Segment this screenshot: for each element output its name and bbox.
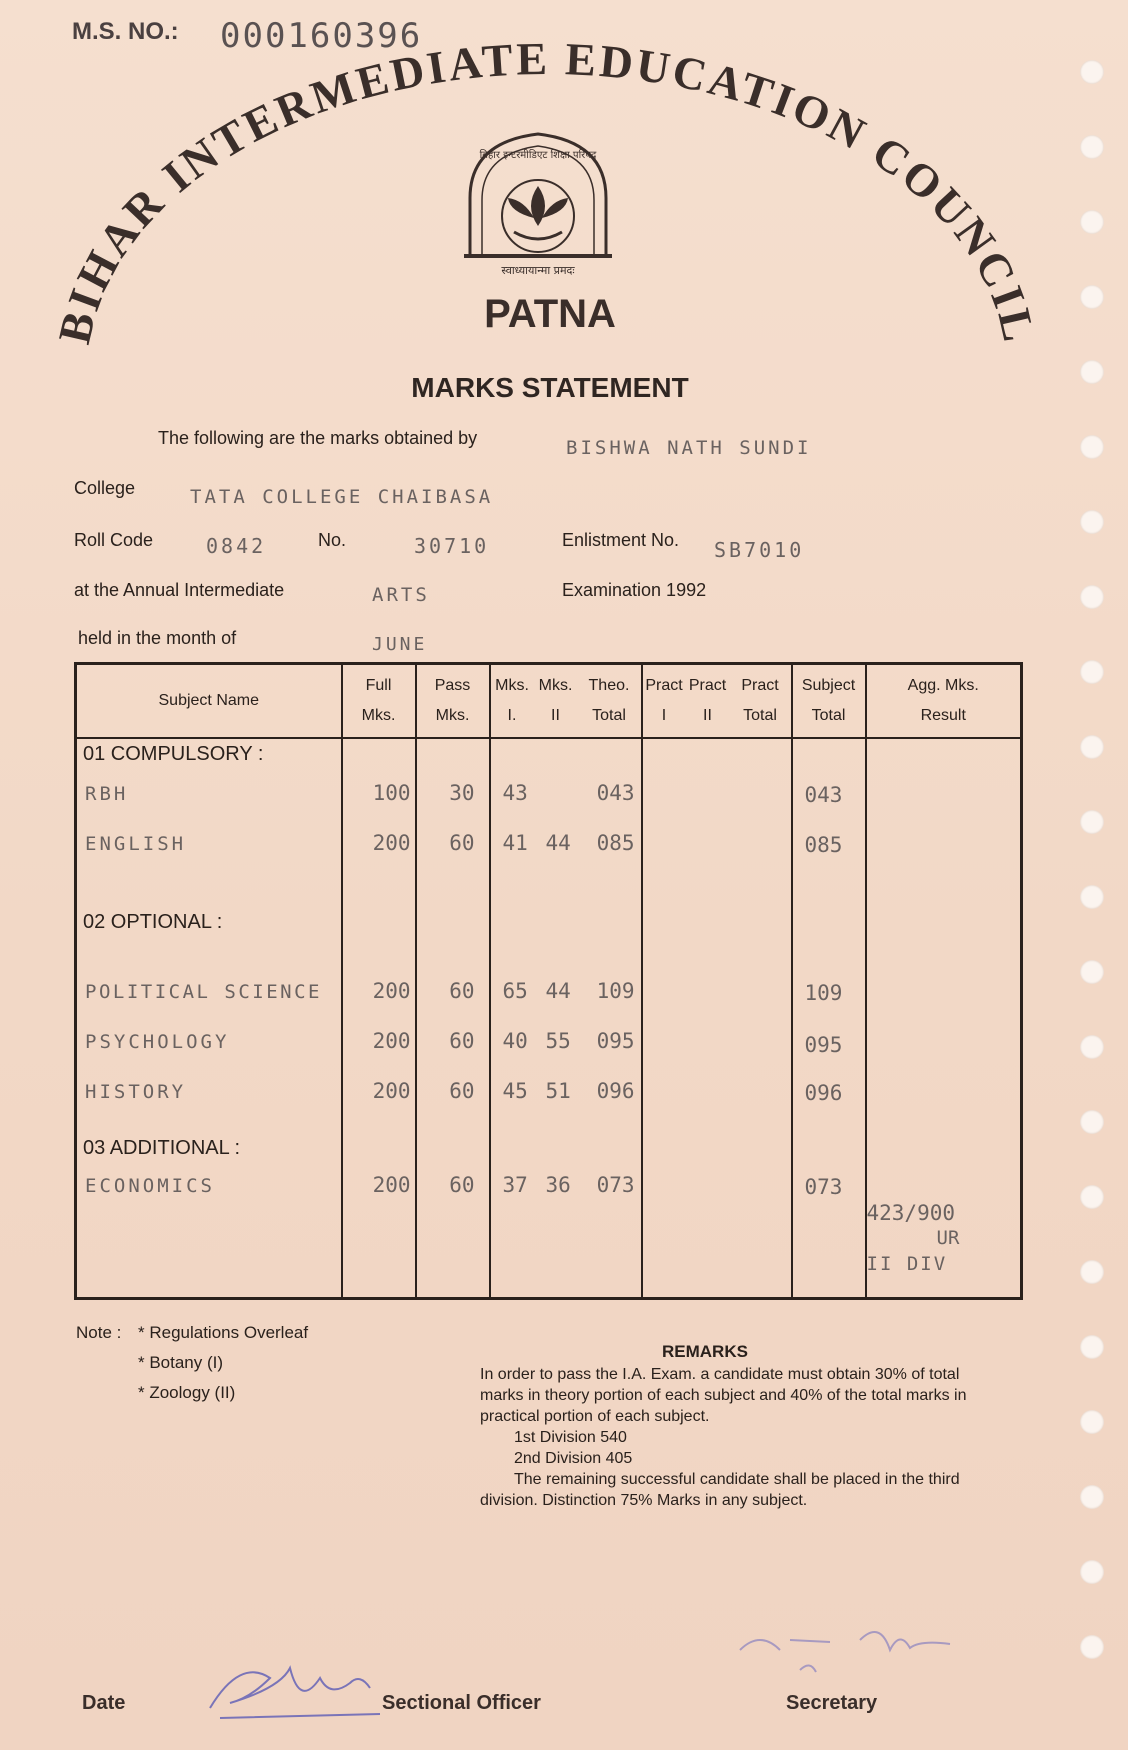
subject-history: HISTORY [85,1081,187,1103]
council-seal-icon [464,134,612,277]
theory-total-value: 109 [596,979,635,1003]
document-title: MARKS STATEMENT [411,372,689,403]
subject-total-column [792,738,866,1298]
header-subject-total: Subject Total [792,664,866,739]
aggregate-result-column [866,738,1022,1298]
subject-name-column [76,738,342,1298]
intro-label: The following are the marks obtained by [158,428,478,448]
pass-marks-value: 60 [449,1173,475,1197]
marks-1-value: 65 [502,979,528,1003]
city-name: PATNA [484,292,616,336]
date-label: Date [82,1692,126,1714]
remarks-third-division: The remaining successful candidate shall be placed in the third division. Distinction 75% Marks in any subject. [480,1471,960,1509]
theory-total-value: 043 [596,781,635,805]
pass-marks-value: 60 [449,1079,475,1103]
subject-total-value: 109 [804,981,843,1005]
header-practical-2: Pract II [686,664,730,739]
note-item: * Botany (I) [138,1353,224,1372]
full-marks-value: 200 [372,979,411,1003]
roll-no-label: No. [318,530,347,550]
marks-2-value: 36 [545,1173,571,1197]
college-value: TATA COLLEGE CHAIBASA [190,486,494,508]
sectional-officer-label: Sectional Officer [382,1692,541,1714]
header-full-marks: Full Mks. [342,664,416,739]
header-marks-2: Mks. II [534,664,578,739]
section-compulsory: 01 COMPULSORY : [83,743,264,765]
theory-total-value: 085 [596,831,635,855]
full-marks-column [342,738,416,1298]
marks-table [74,662,1023,1300]
full-marks-value: 200 [372,1029,411,1053]
month-value: JUNE [372,634,428,655]
aggregate-marks: 423/900 [866,1201,956,1225]
theory-total-column [578,738,642,1298]
full-marks-value: 200 [372,1079,411,1103]
subject-total-value: 043 [804,783,843,807]
subject-english: ENGLISH [85,833,187,855]
stream-value: ARTS [372,584,430,606]
subject-psychology: PSYCHOLOGY [85,1031,230,1053]
seal-text: बिहार इन्टरमीडिएट शिक्षा परिषद [479,150,597,161]
subject-total-value: 073 [804,1175,843,1199]
table-header-row [76,664,1022,739]
remarks-second-division: 2nd Division 405 [514,1450,633,1467]
subject-total-value: 096 [804,1081,843,1105]
note-item: * Regulations Overleaf [138,1323,309,1342]
division-result: II DIV [866,1253,948,1275]
subject-rbh: RBH [85,783,129,805]
pass-marks-value: 30 [449,781,475,805]
college-label: College [74,478,136,498]
seal-motto: स्वाध्यायान्मा प्रमदः [501,264,575,277]
full-marks-value: 100 [372,781,411,805]
theory-total-value: 073 [596,1173,635,1197]
note-label: Note : [76,1323,122,1342]
theory-total-value: 096 [596,1079,635,1103]
council-name: BIHAR INTERMEDIATE EDUCATION COUNCIL [48,32,1046,349]
table-body-row [76,738,1022,1298]
exam-label: Examination 1992 [562,580,707,600]
header-theory-total: Theo. Total [578,664,642,739]
section-optional: 02 OPTIONAL : [83,911,223,933]
full-marks-value: 200 [372,1173,411,1197]
header-aggregate-result: Agg. Mks. Result [866,664,1022,739]
practical-1-column [642,738,686,1298]
subject-total-value: 095 [804,1033,843,1057]
marks-1-column [490,738,534,1298]
subject-economics: ECONOMICS [85,1175,215,1197]
marks-2-column [534,738,578,1298]
marks-1-value: 40 [502,1029,528,1053]
subject-political-science: POLITICAL SCIENCE [85,981,322,1003]
marks-1-value: 37 [502,1173,528,1197]
pass-marks-value: 60 [449,979,475,1003]
header-pass-marks: Pass Mks. [416,664,490,739]
theory-total-value: 095 [596,1029,635,1053]
enlistment-value: SB7010 [714,538,805,562]
secretary-label: Secretary [786,1692,878,1714]
roll-code-label: Roll Code [74,530,154,550]
header-subject-name: Subject Name [76,664,342,739]
ms-no-value: 000160396 [220,16,423,56]
marks-2-value: 44 [545,831,571,855]
ms-no-label: M.S. NO.: [72,18,179,45]
header-practical-1: Pract I [642,664,686,739]
remarks-pass-rule: In order to pass the I.A. Exam. a candidate must obtain 30% of total marks in theory portion of each subject and 40% of the total marks in practical portion of each subject. [480,1366,967,1425]
result-code: UR [936,1227,960,1249]
marks-2-value: 44 [545,979,571,1003]
month-label: held in the month of [78,628,237,648]
pass-marks-value: 60 [449,831,475,855]
marks-1-value: 41 [502,831,528,855]
practical-2-column [686,738,730,1298]
full-marks-value: 200 [372,831,411,855]
section-additional: 03 ADDITIONAL : [83,1137,241,1159]
marks-1-value: 43 [502,781,528,805]
header-practical-total: Pract Total [730,664,792,739]
remarks-title: REMARKS [662,1342,748,1361]
practical-total-column [730,738,792,1298]
roll-code-value: 0842 [206,534,267,558]
sectional-officer-signature [200,1648,390,1728]
pass-marks-column [416,738,490,1298]
secretary-signature [720,1610,980,1690]
marks-2-value: 55 [545,1029,571,1053]
remarks-body [480,1364,970,1511]
enlistment-label: Enlistment No. [562,530,680,550]
note-item: * Zoology (II) [138,1383,236,1402]
marks-2-value: 51 [545,1079,571,1103]
roll-no-value: 30710 [414,534,490,558]
subject-total-value: 085 [804,833,843,857]
candidate-name: BISHWA NATH SUNDI [566,437,812,459]
pass-marks-value: 60 [449,1029,475,1053]
marks-1-value: 45 [502,1079,528,1103]
remarks-first-division: 1st Division 540 [514,1429,627,1446]
exam-prefix-label: at the Annual Intermediate [74,580,285,600]
header-marks-1: Mks. I. [490,664,534,739]
